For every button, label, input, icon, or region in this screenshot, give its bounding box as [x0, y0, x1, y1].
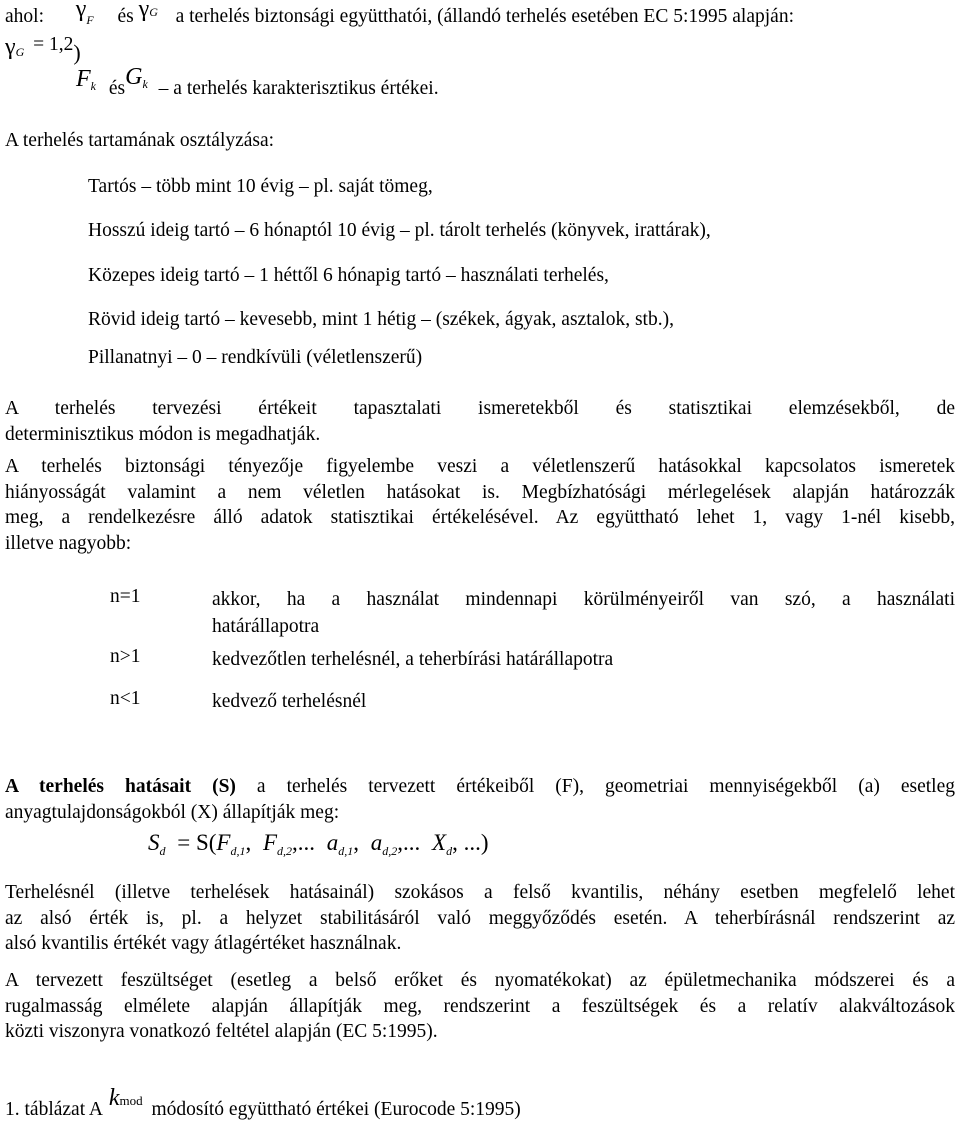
formula-operator: ,...: [292, 830, 316, 855]
bold-term: A terhelés hatásait (S): [5, 776, 236, 797]
gamma-f-subscript: F: [86, 13, 94, 27]
class-item: Tartós – több mint 10 évig – pl. saját tömeg,: [88, 176, 433, 197]
paragraph-design-stress: [5, 968, 955, 1045]
gamma-g2-symbol: γ: [5, 34, 16, 60]
paragraph-effects: [5, 774, 955, 825]
formula-symbol: X: [432, 830, 447, 855]
paragraph-design-values: [5, 396, 955, 447]
gamma-f-symbol: γ: [75, 0, 87, 22]
classification-heading: A terhelés tartamának osztályzása:: [5, 130, 275, 151]
formula-operator: ,: [245, 830, 252, 855]
n-description: [212, 586, 955, 640]
paragraph-line: rugalmasság elmélete alapján állapítják meg, rendszerint a feszültségek és a relatív alakváltozások: [5, 995, 955, 1017]
gk-subscript: k: [142, 77, 148, 91]
formula-symbol: F: [262, 830, 278, 855]
fk-subscript: k: [90, 79, 96, 93]
class-item: Rövid ideig tartó – kevesebb, mint 1 hétig – (székek, ágyak, asztalok, stb.),: [88, 309, 674, 330]
paragraph-line: illetve nagyobb:: [5, 532, 132, 554]
n-description: kedvezőtlen terhelésnél, a teherbírási határállapotra: [212, 649, 614, 670]
gk-symbol: G: [125, 64, 143, 90]
paragraph-line: alsó kvantilis értékét vagy átlagértéket használnak.: [5, 933, 402, 954]
formula-symbol: F: [216, 830, 231, 855]
formula-operator: = S(: [177, 830, 217, 855]
table-caption: [5, 1085, 521, 1122]
paragraph-line: determinisztikus módon is megadhatják.: [5, 423, 321, 445]
kmod-subscript: mod: [119, 1093, 143, 1108]
paragraph-line: közti viszonyra vonatkozó feltétel alapján (EC 5:1995).: [5, 1021, 438, 1042]
formula-subscript: d,2: [277, 844, 293, 858]
kmod-symbol: k: [108, 1085, 120, 1111]
formula-operator: , ...): [452, 830, 489, 855]
ahol-label: ahol:: [5, 6, 44, 27]
formula-subscript: d,1: [338, 844, 354, 858]
paragraph-quantiles: [5, 880, 955, 957]
paragraph-line: Terhelésnél (illetve terhelések hatásainál) szokásos a felső kvantilis, néhány esetben megfelelő lehet: [5, 882, 955, 903]
n-label: n=1: [110, 586, 141, 607]
effects-formula: [148, 830, 489, 856]
caption-suffix: módosító együttható értékei (Eurocode 5:1995): [151, 1099, 521, 1120]
fk-symbol: F: [76, 66, 91, 92]
formula-subscript: d,1: [230, 844, 246, 858]
paragraph-safety-factor: [5, 454, 955, 556]
gamma-g-value-line: [5, 34, 81, 65]
es-word-2: és: [108, 78, 126, 99]
es-word: és: [117, 6, 134, 27]
class-item: Közepes ideig tartó – 1 héttől 6 hónapig tartó – használati terhelés,: [88, 265, 609, 286]
gamma-definition-text: a terhelés biztonsági együtthatói, (állandó terhelés esetében EC 5:1995 alapján:: [175, 6, 794, 27]
paragraph-line: meg, a rendelkezésre álló adatok statisztikai értékelésével. Az együttható lehet 1, vagy 1-nél kisebb,: [5, 507, 955, 528]
paragraph-line: [5, 774, 955, 800]
paragraph-line: az alsó érték is, pl. a helyzet stabilitásáról való meggyőződés esetén. A teherbírásnál rendszerint az: [5, 907, 955, 929]
n-description-line: határállapotra: [212, 616, 320, 637]
formula-symbol: a: [370, 830, 383, 855]
formula-symbol: S: [148, 830, 160, 855]
formula-subscript: d,2: [382, 844, 398, 858]
caption-prefix: 1. táblázat A: [5, 1099, 102, 1120]
formula-operator: ,...: [397, 830, 421, 855]
gamma-g-symbol: γ: [138, 0, 150, 22]
n-description-line: akkor, ha a használat mindennapi körülményeiről van szó, a használati: [212, 589, 955, 610]
paragraph-line: A terhelés biztonsági tényezője figyelembe veszi a véletlenszerű hatásokkal kapcsolatos ismeretek: [5, 456, 955, 477]
formula-subscript: d: [159, 844, 166, 858]
gamma-g-subscript: G: [149, 5, 158, 19]
gamma-g2-subscript: G: [15, 45, 25, 59]
gamma-g-value: = 1,2: [33, 34, 74, 55]
paragraph-text: a terhelés tervezett értékeiből (F), geometriai mennyiségekből (a) esetleg: [256, 776, 955, 797]
class-item: Hosszú ideig tartó – 6 hónaptól 10 évig – pl. tárolt terhelés (könyvek, irattárak),: [88, 220, 711, 241]
closing-paren: ): [73, 40, 81, 65]
paragraph-line: A terhelés tervezési értékeit tapasztalati ismeretekből és statisztikai elemzésekből, de: [5, 398, 955, 419]
characteristic-values-text: – a terhelés karakterisztikus értékei.: [158, 78, 439, 99]
formula-subscript: d: [446, 844, 453, 858]
formula-operator: ,: [353, 830, 360, 855]
n-label: n<1: [110, 688, 141, 709]
class-item: Pillanatnyi – 0 – rendkívüli (véletlenszerű): [88, 347, 423, 368]
n-label: n>1: [110, 646, 141, 667]
formula-symbol: a: [326, 830, 339, 855]
n-description: kedvező terhelésnél: [212, 691, 367, 712]
paragraph-line: anyagtulajdonságokból (X) állapítják meg:: [5, 801, 340, 823]
paragraph-line: A tervezett feszültséget (esetleg a belső erőket és nyomatékokat) az épületmechanika módszerei és a: [5, 970, 955, 991]
paragraph-line: hiányosságát valamint a nem véletlen hatásokat is. Megbízhatósági mérlegelések alapján határozzák: [5, 481, 955, 503]
characteristic-values-line: [76, 64, 439, 101]
gamma-definition-line: [5, 0, 794, 29]
